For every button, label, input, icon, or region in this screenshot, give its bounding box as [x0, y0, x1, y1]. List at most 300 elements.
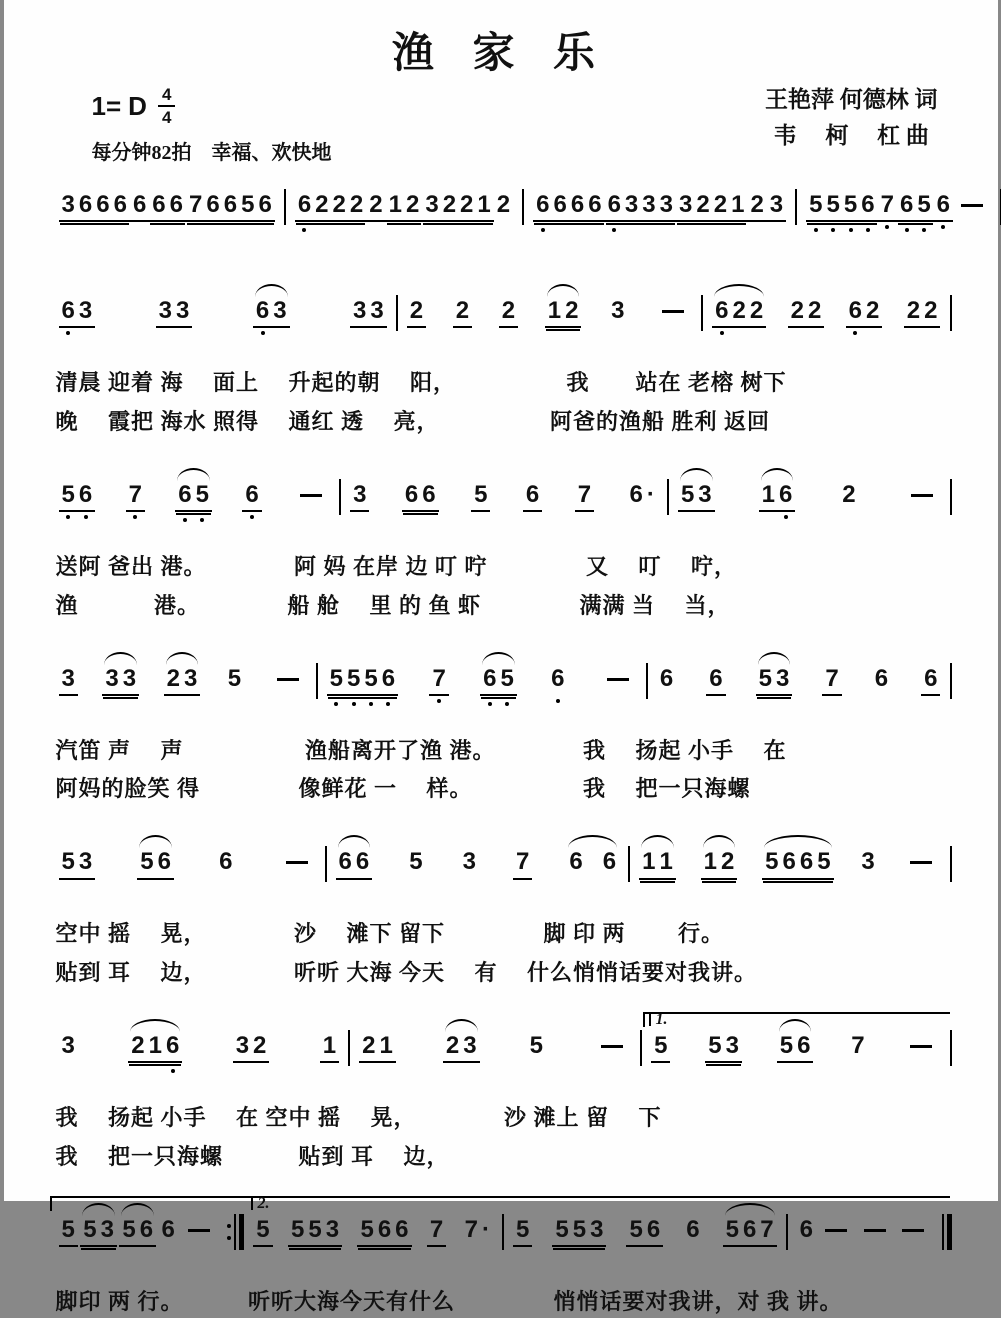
note: 2 — [924, 297, 938, 324]
low-octave-dot — [133, 515, 137, 519]
note: 6 — [296, 192, 313, 217]
note: 2 — [713, 191, 728, 218]
note-group — [366, 192, 385, 222]
note-group — [471, 482, 490, 512]
note-group — [59, 1217, 78, 1247]
note: 3 — [235, 1032, 250, 1060]
measure — [642, 1033, 949, 1063]
note: 1 — [388, 191, 402, 218]
score — [50, 172, 952, 1318]
note: 3 — [698, 480, 712, 508]
note: 2 — [496, 191, 511, 218]
credits — [765, 82, 938, 153]
music-system — [50, 278, 952, 438]
note: · — [646, 480, 655, 508]
note: 5 — [825, 192, 842, 217]
note-group — [767, 192, 786, 222]
note: 5 — [629, 1215, 643, 1243]
measure — [341, 482, 667, 512]
note: 5 — [474, 480, 488, 508]
notes-row — [50, 462, 952, 544]
note: 3 — [78, 848, 93, 876]
note-group — [453, 298, 472, 328]
note-group — [253, 298, 290, 328]
note-group — [406, 849, 425, 874]
low-octave-dot — [853, 331, 857, 335]
note-group — [657, 666, 676, 691]
note: 2 — [315, 191, 329, 218]
note: 5 — [765, 848, 779, 876]
note-group — [523, 482, 542, 512]
sustain-dash — [607, 678, 629, 681]
lyric-line-2: 阿妈的脸笑 得 像鲜花 一 样。 我 把一只海螺 — [55, 776, 751, 802]
note-group — [350, 298, 387, 328]
note: 6 — [570, 191, 585, 218]
note-group — [119, 1217, 156, 1247]
note: 5 — [708, 1032, 722, 1060]
note-group — [639, 849, 676, 879]
note-group — [102, 666, 139, 696]
measure — [630, 849, 949, 879]
note-group — [756, 666, 793, 696]
note: 5 — [362, 666, 379, 691]
measure — [327, 849, 629, 879]
note-group — [513, 849, 532, 879]
note: · — [481, 1215, 490, 1243]
note: 1 — [379, 1032, 393, 1060]
note: 3 — [273, 297, 287, 324]
note: 3 — [61, 664, 75, 692]
note: 3 — [769, 191, 784, 218]
note: 1 — [547, 297, 562, 324]
note-group — [499, 298, 518, 328]
note: 6 — [659, 664, 674, 692]
note: 5 — [572, 1215, 587, 1243]
measure — [350, 1033, 640, 1063]
sustain-dash — [911, 494, 933, 497]
low-octave-dot — [183, 518, 187, 522]
low-octave-dot — [814, 228, 818, 232]
note: 7 — [879, 192, 896, 217]
notes-row — [50, 278, 952, 360]
note: 2 — [349, 191, 364, 218]
note: 3 — [590, 1215, 604, 1243]
note: 6 — [629, 480, 643, 508]
note: 6 — [355, 848, 370, 876]
note: 3 — [725, 1032, 739, 1060]
note-group — [872, 666, 891, 691]
note-group — [462, 1217, 493, 1242]
note-group — [627, 482, 658, 507]
note: 2 — [842, 480, 856, 508]
slur-arc — [130, 1019, 180, 1032]
sustain-dash — [910, 861, 932, 864]
low-octave-dot — [84, 515, 88, 519]
note-group — [552, 1217, 606, 1247]
note: 5 — [291, 1215, 305, 1243]
note: 6 — [569, 848, 583, 876]
note: 3 — [61, 1032, 75, 1060]
lyric-line-2: 我 把一只海螺 贴到 耳 边， — [55, 1144, 450, 1170]
measure — [504, 1217, 786, 1247]
note: 6 — [176, 482, 193, 507]
note: 6 — [549, 666, 566, 691]
note: 3 — [659, 191, 673, 218]
lyric-line-1: 送阿 爸出 港。 阿 妈 在岸 边 叮 咛 又 叮 咛， — [55, 553, 738, 579]
measure — [50, 1217, 228, 1247]
sustain-dash — [910, 1045, 932, 1048]
tempo-marking: 每分钟82拍 幸福、欢快地 — [91, 142, 332, 164]
note: 2 — [405, 191, 420, 218]
note-group — [904, 298, 941, 328]
note: 6 — [254, 298, 271, 323]
note: 5 — [516, 1215, 530, 1243]
low-octave-dot — [866, 228, 870, 232]
note: 5 — [842, 192, 859, 217]
note: 5 — [498, 666, 515, 691]
low-octave-dot — [541, 228, 545, 232]
note-group — [80, 1217, 117, 1247]
sustain-dash — [902, 1229, 924, 1232]
note: 7 — [189, 191, 203, 218]
note: 1 — [731, 191, 745, 218]
volta-bracket — [643, 1012, 950, 1027]
lyric-line-2: 渔 港。 船 舱 里 的 鱼 虾 满满 当 当， — [55, 592, 731, 618]
slur-arc — [703, 835, 736, 848]
note-group — [429, 666, 448, 696]
note: 6 — [481, 666, 498, 691]
note: 6 — [935, 192, 952, 217]
note: 7 — [825, 664, 839, 692]
note: 5 — [360, 1215, 374, 1243]
slur-arc — [568, 835, 617, 848]
note: 5 — [654, 1032, 668, 1060]
measure — [797, 192, 1000, 222]
note-group — [59, 192, 130, 222]
note: 6 — [709, 664, 723, 692]
time-denominator: 4 — [161, 108, 172, 127]
note: 2 — [749, 297, 764, 324]
barline-thick — [947, 1214, 952, 1250]
note: 7 — [516, 848, 530, 876]
barline-thin — [950, 295, 952, 331]
sustain-dash — [188, 1229, 210, 1232]
note: 5 — [409, 848, 423, 876]
note-group — [747, 192, 766, 222]
low-octave-dot — [885, 225, 889, 229]
note: 5 — [140, 848, 154, 876]
note: 6 — [377, 1215, 392, 1243]
low-octave-dot — [352, 702, 356, 706]
note: 3 — [78, 297, 93, 324]
note: 5 — [725, 1215, 739, 1243]
note: 2 — [253, 1032, 267, 1060]
key-prefix: 1= — [91, 90, 122, 121]
volta-bracket — [50, 1196, 950, 1211]
low-octave-dot — [386, 702, 390, 706]
note-group — [878, 192, 897, 222]
note: 6 — [161, 1215, 175, 1243]
note-group — [422, 192, 493, 222]
note: 6 — [606, 192, 623, 217]
note-group — [548, 666, 567, 691]
key-letter: D — [128, 90, 147, 121]
barline — [227, 1214, 244, 1250]
note-group — [575, 482, 594, 512]
barline — [950, 479, 952, 515]
barline-thin — [234, 1214, 236, 1250]
note-group — [164, 666, 201, 696]
note: 3 — [775, 664, 790, 692]
note: 6 — [60, 298, 77, 323]
note-group — [676, 192, 747, 222]
measure — [524, 192, 795, 222]
note-group — [762, 849, 833, 879]
note: 5 — [241, 191, 255, 218]
note-group — [186, 192, 275, 222]
note: 2 — [445, 1032, 460, 1060]
sustain-dash — [825, 1229, 847, 1232]
note-group — [605, 192, 676, 222]
low-octave-dot — [437, 699, 441, 703]
measure — [50, 482, 340, 512]
slur-arc — [680, 468, 713, 481]
low-octave-dot — [66, 515, 70, 519]
low-octave-dot — [941, 225, 945, 229]
low-octave-dot — [922, 228, 926, 232]
barline — [942, 1214, 952, 1250]
barline — [950, 846, 952, 882]
notes-row — [50, 829, 952, 911]
slur-arc — [177, 468, 210, 481]
note: 5 — [758, 664, 772, 692]
note: 6 — [553, 191, 567, 218]
note: 6 — [602, 848, 617, 876]
time-numerator: 4 — [158, 86, 175, 107]
measure — [50, 298, 396, 328]
note-group — [683, 1217, 702, 1242]
page-title: 渔 家 乐 — [391, 31, 609, 77]
slur-arc — [338, 835, 371, 848]
low-octave-dot — [905, 228, 909, 232]
low-octave-dot — [250, 515, 254, 519]
low-octave-dot — [784, 515, 788, 519]
low-octave-dot — [171, 1069, 175, 1073]
note-group — [336, 849, 373, 879]
note: 6 — [113, 191, 127, 218]
note: 2 — [131, 1032, 145, 1060]
note: 2 — [369, 191, 383, 218]
note: 6 — [395, 1215, 409, 1243]
note: 3 — [370, 297, 384, 324]
music-system — [50, 172, 952, 254]
note: 5 — [61, 848, 75, 876]
music-system — [50, 1194, 952, 1318]
note: 6 — [874, 664, 889, 692]
barline — [950, 663, 952, 699]
lyric-line-2: 晚 霞把 海水 照得 通红 透 亮， 阿爸的渔船 胜利 返回 — [55, 408, 771, 434]
note-group — [357, 1217, 411, 1247]
low-octave-dot — [334, 702, 338, 706]
note: 7 — [127, 482, 144, 507]
sustain-dash — [961, 204, 983, 207]
note-group — [460, 849, 479, 874]
note-group — [359, 1033, 396, 1063]
slur-arc — [255, 284, 288, 297]
note: 5 — [61, 1215, 75, 1243]
barline-thin — [950, 663, 952, 699]
note: 6 — [525, 480, 540, 508]
note-group — [848, 1033, 867, 1058]
sustain-dash — [277, 678, 299, 681]
note: 6 — [164, 1033, 181, 1058]
note-group — [846, 298, 883, 328]
notes-row — [50, 1194, 952, 1279]
note-group — [723, 1217, 777, 1247]
note-group — [175, 482, 212, 512]
note-group — [897, 192, 934, 222]
note: 6 — [777, 482, 794, 507]
lyric-line-1: 汽笛 声 声 渔船离开了渔 港。 我 扬起 小手 在 — [55, 737, 787, 763]
note: 7 — [760, 1215, 774, 1243]
note: 6 — [404, 480, 419, 508]
note: 7 — [577, 480, 592, 508]
low-octave-dot — [488, 702, 492, 706]
sustain-dash — [662, 310, 684, 313]
note-group — [494, 192, 513, 217]
note-group — [225, 666, 244, 691]
slur-arc — [166, 652, 199, 665]
note-group — [533, 192, 604, 222]
note-group — [216, 849, 235, 874]
note: 2 — [696, 191, 710, 218]
note-group — [545, 298, 582, 328]
note: 3 — [462, 848, 476, 876]
low-octave-dot — [505, 702, 509, 706]
note: 7 — [429, 1215, 444, 1243]
note: 2 — [166, 664, 180, 692]
composer-credit: 韦 柯 杠 曲 — [773, 122, 929, 148]
note: 5 — [83, 1215, 97, 1243]
note-group — [233, 1033, 270, 1063]
note-group — [59, 482, 96, 512]
slur-arc — [764, 835, 831, 848]
note: 5 — [779, 1032, 794, 1060]
note-group — [402, 482, 439, 512]
note: 5 — [194, 482, 211, 507]
measure — [50, 666, 316, 696]
note: 5 — [227, 664, 242, 692]
measure — [50, 849, 325, 879]
note: 3 — [176, 297, 190, 324]
note: 6 — [78, 191, 93, 218]
lyricist-credit: 王艳萍 何德林 词 — [765, 87, 938, 112]
sustain-dash — [864, 1229, 886, 1232]
note-group — [527, 1033, 546, 1058]
note: 2 — [362, 1032, 376, 1060]
note-group — [806, 192, 877, 222]
note-group — [777, 1033, 814, 1063]
note: 3 — [861, 848, 875, 876]
note-group — [59, 1033, 78, 1058]
note-group — [705, 1033, 742, 1063]
music-system — [50, 646, 952, 806]
note-group — [386, 192, 423, 222]
lyric-line-1: 空中 摇 晃， 沙 滩下 留下 脚 印 两 行。 — [55, 921, 725, 947]
low-octave-dot — [612, 228, 616, 232]
barline-thin — [942, 1214, 944, 1250]
note-group — [934, 192, 953, 222]
note-group — [59, 298, 96, 328]
slur-arc — [641, 835, 674, 848]
note-group — [788, 298, 825, 328]
note: 6 — [338, 848, 352, 876]
measure — [50, 192, 284, 222]
music-system — [50, 829, 952, 989]
note: 2 — [906, 297, 921, 324]
note: 3 — [325, 1215, 340, 1243]
note: 6 — [169, 191, 184, 218]
measure — [244, 1217, 502, 1247]
note: 6 — [924, 664, 938, 692]
note: 6 — [157, 848, 172, 876]
note: 2 — [501, 297, 516, 324]
note-group — [822, 666, 841, 696]
note: 6 — [152, 191, 166, 218]
notes-row — [50, 1013, 952, 1095]
note-group — [427, 1217, 446, 1247]
note: 2 — [332, 191, 346, 218]
note: 2 — [790, 297, 804, 324]
low-octave-dot — [849, 228, 853, 232]
note-group — [137, 849, 174, 879]
slur-arc — [445, 1019, 478, 1032]
measure — [50, 1033, 349, 1063]
note: 1 — [642, 848, 656, 876]
sustain-dash — [601, 1045, 623, 1048]
note: 6 — [206, 191, 220, 218]
note: 2 — [455, 297, 470, 324]
note: 6 — [422, 480, 436, 508]
note: 5 — [122, 1215, 136, 1243]
note-group — [156, 298, 193, 328]
time-signature — [158, 86, 175, 126]
note: 3 — [158, 297, 173, 324]
slur-arc — [104, 652, 137, 665]
slur-arc — [482, 652, 515, 665]
note: 6 — [646, 1215, 661, 1243]
slur-arc — [139, 835, 172, 848]
note: 2 — [807, 297, 822, 324]
barline — [950, 1030, 952, 1066]
lyric-line-2: 贴到 耳 边， 听听 大海 今天 有 什么悄悄话要对我讲。 — [55, 960, 758, 986]
note: 6 — [799, 1215, 814, 1243]
note-group — [130, 192, 149, 222]
note-group — [706, 666, 725, 696]
note-group — [566, 849, 619, 874]
note: 2 — [460, 191, 474, 218]
music-system — [50, 1013, 952, 1173]
low-octave-dot — [261, 331, 265, 335]
note: 3 — [353, 480, 367, 508]
lyric-line-1: 清晨 迎着 海 面上 升起的朝 阳， 我 站在 老榕 树下 — [55, 370, 787, 395]
barline-thin — [950, 846, 952, 882]
barline — [950, 295, 952, 331]
note: 5 — [807, 192, 824, 217]
note: 6 — [847, 298, 864, 323]
note-group — [128, 1033, 182, 1063]
note-group — [253, 1217, 272, 1247]
